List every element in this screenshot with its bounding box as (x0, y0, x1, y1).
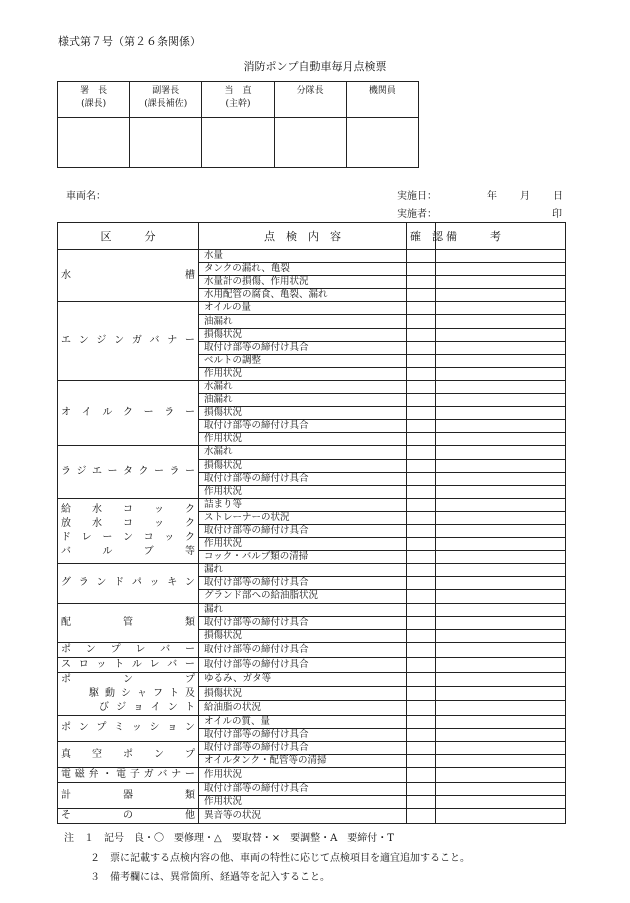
category-label: 駆 動 シ ャ フ ト 及 (89, 687, 195, 699)
header-remarks: 備 考 (436, 223, 566, 250)
check-cell[interactable] (407, 407, 436, 420)
approval-title: 分隊長 (296, 86, 324, 96)
inspection-item: オイルの量 (199, 302, 407, 315)
note-text: 票に記載する点検内容の他、車両の特性に応じて点検項目を適宜追加すること。 (110, 853, 470, 864)
remarks-cell[interactable] (436, 687, 566, 701)
inspection-item: 作用状況 (199, 433, 407, 446)
inspection-item: 異音等の状況 (199, 809, 407, 824)
table-row (58, 715, 566, 728)
table-row (58, 446, 566, 459)
approval-title: 署 長 (80, 86, 108, 96)
remarks-cell[interactable] (436, 551, 566, 564)
date-year: 年 (487, 191, 497, 202)
inspection-item: 漏れ (199, 603, 407, 616)
category-cell (58, 250, 199, 302)
category-cell (58, 642, 199, 657)
category-label: 計 器 類 (61, 789, 195, 801)
check-cell[interactable] (407, 551, 436, 564)
inspection-item: コック・バルブ類の清掃 (199, 551, 407, 564)
remarks-cell[interactable] (436, 394, 566, 407)
executor-label: 実施者： (397, 209, 437, 220)
check-cell[interactable] (407, 616, 436, 629)
check-cell[interactable] (407, 459, 436, 472)
inspection-item: 取付け部等の締付け具合 (199, 657, 407, 672)
category-cell (58, 302, 199, 381)
inspection-item: ストレーナーの状況 (199, 511, 407, 524)
remarks-cell[interactable] (436, 796, 566, 809)
inspection-item: 取付け部等の締付け具合 (199, 577, 407, 590)
category-cell (58, 603, 199, 642)
category-label: ポ ン プ ミ ッ シ ョ ン (61, 722, 195, 734)
check-cell[interactable] (407, 341, 436, 354)
category-cell (58, 446, 199, 498)
inspection-item: オイルタンク・配管等の清掃 (199, 755, 407, 768)
check-cell[interactable] (407, 742, 436, 755)
seal-mark: 印 (552, 209, 562, 220)
check-cell[interactable] (407, 524, 436, 537)
remarks-cell[interactable] (436, 433, 566, 446)
seal-box[interactable] (202, 118, 274, 168)
inspection-item: 作用状況 (199, 367, 407, 380)
remarks-cell[interactable] (436, 728, 566, 741)
remarks-cell[interactable] (436, 407, 566, 420)
inspection-item: 損傷状況 (199, 407, 407, 420)
inspection-item: 取付け部等の締付け具合 (199, 783, 407, 796)
table-row (58, 642, 566, 657)
remarks-cell[interactable] (436, 420, 566, 433)
remarks-cell[interactable] (436, 590, 566, 603)
category-label: エ ン ジ ン ガ バ ナ ー (61, 335, 195, 347)
inspection-item: 作用状況 (199, 768, 407, 783)
check-cell[interactable] (407, 538, 436, 551)
table-row (58, 768, 566, 783)
remarks-cell[interactable] (436, 276, 566, 289)
check-cell[interactable] (407, 380, 436, 393)
check-cell[interactable] (407, 302, 436, 315)
check-cell[interactable] (407, 629, 436, 642)
check-cell[interactable] (407, 354, 436, 367)
category-label: ポ ン プ レ バ ー (61, 643, 195, 655)
remarks-cell[interactable] (436, 742, 566, 755)
remarks-cell[interactable] (436, 380, 566, 393)
inspection-item: タンクの漏れ、亀裂 (199, 263, 407, 276)
check-cell[interactable] (407, 657, 436, 672)
note-line (90, 868, 330, 883)
check-cell[interactable] (407, 511, 436, 524)
page-title: 消防ポンプ自動車毎月点検票 (243, 60, 387, 73)
check-cell[interactable] (407, 289, 436, 302)
check-cell[interactable] (407, 768, 436, 783)
inspection-item: 損傷状況 (199, 629, 407, 642)
category-cell (58, 657, 199, 672)
inspection-item: 取付け部等の締付け具合 (199, 728, 407, 741)
remarks-cell[interactable] (436, 538, 566, 551)
check-cell[interactable] (407, 276, 436, 289)
table-row (58, 657, 566, 672)
category-label: 水 槽 (61, 269, 195, 281)
note-text: 備考欄には、異常箇所、経過等を記入すること。 (110, 872, 330, 883)
inspection-item: 取付け部等の締付け具合 (199, 616, 407, 629)
check-cell[interactable] (407, 498, 436, 511)
check-cell[interactable] (407, 783, 436, 796)
category-label: ポ ン プ (61, 673, 195, 685)
remarks-cell[interactable] (436, 263, 566, 276)
seal-box[interactable] (346, 118, 418, 168)
check-cell[interactable] (407, 603, 436, 616)
remarks-cell[interactable] (436, 672, 566, 686)
check-cell[interactable] (407, 485, 436, 498)
approval-subtitle: (課長) (81, 99, 107, 109)
inspection-item: 取付け部等の締付け具合 (199, 420, 407, 433)
category-label: 給 水 コ ッ ク (61, 504, 195, 516)
check-cell[interactable] (407, 472, 436, 485)
remarks-cell[interactable] (436, 564, 566, 577)
check-cell[interactable] (407, 367, 436, 380)
note-line (90, 849, 470, 864)
category-label: ス ロ ッ ト ル レ バ ー (61, 658, 195, 670)
table-row (58, 603, 566, 616)
check-cell[interactable] (407, 642, 436, 657)
category-label: び ジ ョ イ ン ト (99, 701, 195, 713)
seal-box[interactable] (130, 118, 202, 168)
category-label: バ ル ブ 等 (61, 546, 195, 558)
check-cell[interactable] (407, 564, 436, 577)
category-label: 放 水 コ ッ ク (61, 518, 195, 530)
date-month: 月 (520, 191, 530, 202)
category-cell (58, 783, 199, 809)
approval-header (202, 82, 274, 118)
header-category: 区 分 (58, 223, 199, 250)
category-cell (58, 498, 199, 563)
header-check: 確 認 (407, 223, 436, 250)
remarks-cell[interactable] (436, 642, 566, 657)
category-cell (58, 768, 199, 783)
inspection-item: グランド部への給油脂状況 (199, 590, 407, 603)
check-cell[interactable] (407, 420, 436, 433)
inspection-item: 水漏れ (199, 380, 407, 393)
remarks-cell[interactable] (436, 498, 566, 511)
remarks-cell[interactable] (436, 485, 566, 498)
inspection-item: 油漏れ (199, 394, 407, 407)
vehicle-label: 車両名： (66, 191, 106, 202)
remarks-cell[interactable] (436, 809, 566, 824)
check-cell[interactable] (407, 577, 436, 590)
check-cell[interactable] (407, 263, 436, 276)
category-label: ラ ジ エ ー タ ク ー ラ ー (61, 466, 195, 478)
category-label: オ イ ル ク ー ラ ー (61, 407, 195, 419)
form-number: 様式第７号（第２６条関係） (58, 35, 201, 48)
check-cell[interactable] (407, 590, 436, 603)
inspection-item: オイルの質、量 (199, 715, 407, 728)
seal-box[interactable] (58, 118, 130, 168)
inspection-item: 作用状況 (199, 796, 407, 809)
remarks-cell[interactable] (436, 629, 566, 642)
remarks-cell[interactable] (436, 302, 566, 315)
approval-header (130, 82, 202, 118)
table-row (58, 783, 566, 796)
inspection-item: ベルトの調整 (199, 354, 407, 367)
inspection-item: 損傷状況 (199, 328, 407, 341)
inspection-item: 油漏れ (199, 315, 407, 328)
inspection-item: 損傷状況 (199, 459, 407, 472)
category-label: 電 磁 弁 ・ 電 子 ガ バ ナ ー (61, 769, 195, 781)
note-line (64, 829, 394, 844)
inspection-item: 取付け部等の締付け具合 (199, 341, 407, 354)
category-cell (58, 672, 199, 715)
check-cell[interactable] (407, 796, 436, 809)
remarks-cell[interactable] (436, 315, 566, 328)
remarks-cell[interactable] (436, 524, 566, 537)
approval-table (57, 81, 419, 168)
remarks-cell[interactable] (436, 341, 566, 354)
note-label: ３ (90, 872, 100, 883)
note-label: 注 １ (64, 833, 94, 844)
inspection-item: 水漏れ (199, 446, 407, 459)
remarks-cell[interactable] (436, 755, 566, 768)
check-cell[interactable] (407, 728, 436, 741)
table-row (58, 809, 566, 824)
check-cell[interactable] (407, 250, 436, 263)
category-cell (58, 809, 199, 824)
approval-header (346, 82, 418, 118)
date-label: 実施日： (397, 191, 437, 202)
approval-subtitle: (課長補佐) (144, 99, 188, 109)
remarks-cell[interactable] (436, 328, 566, 341)
remarks-cell[interactable] (436, 715, 566, 728)
remarks-cell[interactable] (436, 472, 566, 485)
note-label: ２ (90, 853, 100, 864)
inspection-item: 損傷状況 (199, 687, 407, 701)
category-cell (58, 564, 199, 603)
table-row (58, 742, 566, 755)
inspection-item: 水用配管の腐食、亀裂、漏れ (199, 289, 407, 302)
inspection-table (57, 222, 566, 824)
header-content: 点 検 内 容 (199, 223, 407, 250)
table-row (58, 380, 566, 393)
approval-title: 副署長 (152, 86, 180, 96)
date-day: 日 (553, 191, 563, 202)
check-cell[interactable] (407, 446, 436, 459)
category-cell (58, 742, 199, 768)
remarks-cell[interactable] (436, 768, 566, 783)
table-row (58, 498, 566, 511)
remarks-cell[interactable] (436, 783, 566, 796)
category-label: グ ラ ン ド パ ッ キ ン (61, 577, 195, 589)
approval-subtitle: (主幹) (225, 99, 251, 109)
check-cell[interactable] (407, 755, 436, 768)
check-cell[interactable] (407, 687, 436, 701)
approval-header (274, 82, 346, 118)
check-cell[interactable] (407, 701, 436, 715)
remarks-cell[interactable] (436, 289, 566, 302)
inspection-item: 取付け部等の締付け具合 (199, 642, 407, 657)
category-label: そ の 他 (61, 810, 195, 822)
seal-box[interactable] (274, 118, 346, 168)
check-cell[interactable] (407, 315, 436, 328)
approval-header (58, 82, 130, 118)
remarks-cell[interactable] (436, 250, 566, 263)
check-cell[interactable] (407, 809, 436, 824)
inspection-item: 給油脂の状況 (199, 701, 407, 715)
remarks-cell[interactable] (436, 701, 566, 715)
check-cell[interactable] (407, 394, 436, 407)
inspection-item: 取付け部等の締付け具合 (199, 742, 407, 755)
inspection-item: 取付け部等の締付け具合 (199, 524, 407, 537)
check-cell[interactable] (407, 715, 436, 728)
category-label: 真 空 ポ ン プ (61, 748, 195, 760)
inspection-item: 取付け部等の締付け具合 (199, 472, 407, 485)
category-cell (58, 380, 199, 445)
category-label: 配 管 類 (61, 616, 195, 628)
approval-title: 機関員 (368, 86, 396, 96)
remarks-cell[interactable] (436, 459, 566, 472)
inspection-item: 作用状況 (199, 485, 407, 498)
remarks-cell[interactable] (436, 354, 566, 367)
inspection-item: 水量 (199, 250, 407, 263)
category-cell (58, 715, 199, 741)
remarks-cell[interactable] (436, 511, 566, 524)
category-label: ド レ ー ン コ ッ ク (61, 532, 195, 544)
remarks-cell[interactable] (436, 657, 566, 672)
remarks-cell[interactable] (436, 367, 566, 380)
inspection-item: 詰まり等 (199, 498, 407, 511)
remarks-cell[interactable] (436, 616, 566, 629)
remarks-cell[interactable] (436, 603, 566, 616)
check-cell[interactable] (407, 433, 436, 446)
table-row (58, 672, 566, 686)
check-cell[interactable] (407, 328, 436, 341)
table-row (58, 302, 566, 315)
approval-title: 当 直 (224, 86, 252, 96)
remarks-cell[interactable] (436, 577, 566, 590)
inspection-item: 漏れ (199, 564, 407, 577)
remarks-cell[interactable] (436, 446, 566, 459)
table-row (58, 564, 566, 577)
table-row (58, 250, 566, 263)
inspection-item: 水量計の損傷、作用状況 (199, 276, 407, 289)
note-text: 記号 良・〇 要修理・△ 要取替・× 要調整・A 要締付・T (104, 833, 394, 844)
inspection-item: 作用状況 (199, 538, 407, 551)
check-cell[interactable] (407, 672, 436, 686)
inspection-item: ゆるみ、ガタ等 (199, 672, 407, 686)
